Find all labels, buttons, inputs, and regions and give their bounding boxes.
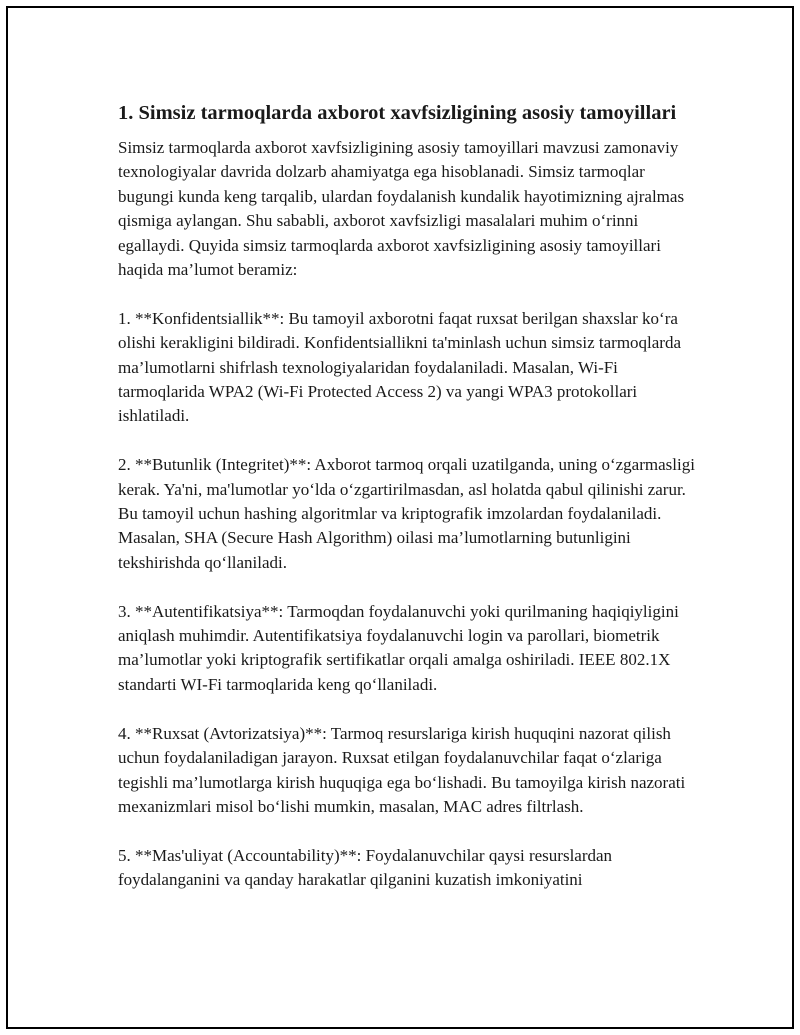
document-page	[6, 6, 794, 1029]
principle-confidentiality-paragraph: 1. **Konfidentsiallik**: Bu tamoyil axborotni faqat ruxsat berilgan shaxslar ko‘ra olishi kerakligini bildiradi. Konfidentsiallikni ta'minlash uchun simsiz tarmoqlarda ma’lumotlarni shifrlash texnologiyalaridan foydalaniladi. Masalan, Wi-Fi tarmoqlarida WPA2 (Wi-Fi Protected Access 2) va yangi WPA3 protokollari ishlatiladi.	[118, 308, 682, 426]
document-content	[118, 100, 703, 917]
principle-authorization-paragraph: 4. **Ruxsat (Avtorizatsiya)**: Tarmoq resurslariga kirish huquqini nazorat qilish uchun foydalaniladigan jarayon. Ruxsat etilgan foydalanuvchilar faqat o‘zlariga tegishli ma’lumotlarga kirish huquqiga ega bo‘lishadi. Bu tamoyilga kirish nazorati mexanizmlari misol bo‘lishi mumkin, masalan, MAC adres filtrlash.	[118, 723, 686, 816]
section-title: 1. Simsiz tarmoqlarda axborot xavfsizligining asosiy tamoyillari	[118, 102, 677, 124]
principle-integrity-paragraph: 2. **Butunlik (Integritet)**: Axborot tarmoq orqali uzatilganda, uning o‘zgarmasligi kerak. Ya'ni, ma'lumotlar yo‘lda o‘zgartirilmasdan, asl holatda qabul qilinishi zarur. Bu tamoyil uchun hashing algoritmlar va kriptografik imzolardan foydalaniladi. Masalan, SHA (Secure Hash Algorithm) oilasi ma’lumotlarning butunligini tekshirishda qo‘llaniladi.	[118, 455, 695, 572]
principle-authentication-paragraph: 3. **Autentifikatsiya**: Tarmoqdan foydalanuvchi yoki qurilmaning haqiqiyligini aniqlash muhimdir. Autentifikatsiya foydalanuvchi login va parollari, biometrik ma’lumotlar yoki kriptografik sertifikatlar orqali amalga oshiriladi. IEEE 802.1X standarti WI-Fi tarmoqlarida keng qo‘llaniladi.	[118, 601, 679, 694]
intro-paragraph: Simsiz tarmoqlarda axborot xavfsizligining asosiy tamoyillari mavzusi zamonaviy texnologiyalar davrida dolzarb ahamiyatga ega hisoblanadi. Simsiz tarmoqlar bugungi kunda keng tarqalib, ulardan foydalanish kundalik hayotimizning ajralmas qismiga aylangan. Shu sababli, axborot xavfsizligi masalalari muhim o‘rinni egallaydi. Quyida simsiz tarmoqlarda axborot xavfsizligining asosiy tamoyillari haqida ma’lumot beramiz:	[118, 138, 685, 280]
principle-accountability-paragraph: 5. **Mas'uliyat (Accountability)**: Foydalanuvchilar qaysi resurslardan foydalanganini va qanday harakatlar qilganini kuzatish imkoniyatini	[118, 845, 613, 890]
